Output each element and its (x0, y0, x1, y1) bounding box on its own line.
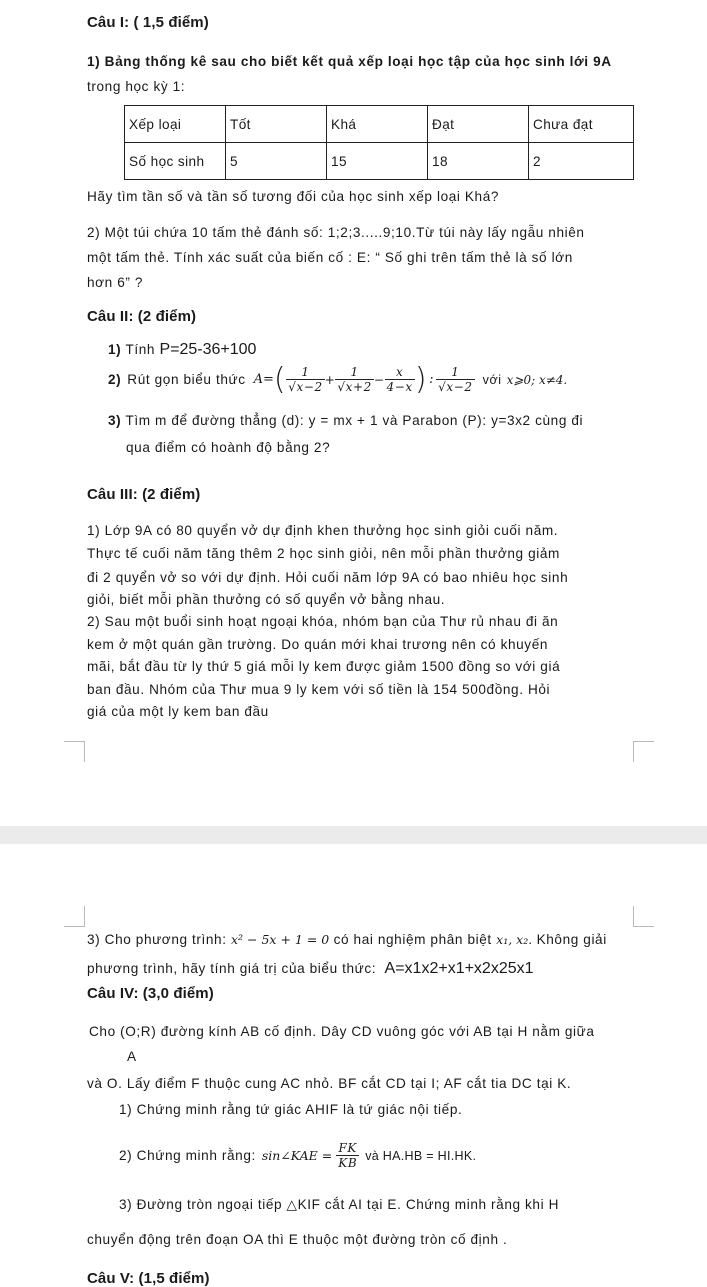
q1-p2-line1: 2) Một túi chứa 10 tấm thẻ đánh số: 1;2;3.....9;10.Từ túi này lấy ngẫu nhiên (87, 225, 585, 240)
q3-heading: Câu III: (2 điểm) (87, 486, 201, 503)
q1-heading: Câu I: ( 1,5 điểm) (87, 14, 209, 31)
q1-p1-line1: 1) Bảng thống kê sau cho biết kết quả xếp loại học tập của học sinh lới 9A (87, 54, 612, 69)
table-cell: 15 (327, 143, 428, 180)
q3-p2-l1: 2) Sau một buổi sinh hoạt ngoại khóa, nhóm bạn của Thư rủ nhau đi ăn (87, 614, 559, 629)
page-corner-mark (633, 741, 654, 762)
page-corner-mark (64, 906, 85, 927)
table-header-row (125, 106, 634, 143)
q3-p2-l3: mãi, bắt đầu từ ly thứ 5 giá mỗi ly kem được giảm 1500 đồng so với giá (87, 659, 561, 674)
table-cell: Đạt (428, 106, 529, 143)
page-corner-mark (64, 741, 85, 762)
fraction: $\frac{x}{4-x}$ (386, 365, 413, 394)
table-cell: Khá (327, 106, 428, 143)
q3-p3-l1: 3) Cho phương trình: x² − 5x + 1 = 0 có hai nghiệm phân biệt x₁, x₂. Không giải (87, 932, 607, 947)
fraction: $\frac{1}{√x+2}$ (337, 365, 372, 394)
q4-item1: 1) Chứng minh rằng tứ giác AHIF là tứ giác nội tiếp. (119, 1102, 463, 1117)
q3-p1-l4: giỏi, biết mỗi phần thưởng có số quyển vở bằng nhau. (87, 592, 446, 607)
q4-heading: Câu IV: (3,0 điểm) (87, 985, 214, 1002)
q2-item3-line1: 3) Tìm m để đường thẳng (d): y = mx + 1 và Parabon (P): y=3x2 cùng đi (108, 413, 584, 428)
q4-item3-l2: chuyển động trên đoạn OA thì E thuộc một đường tròn cố định . (87, 1232, 508, 1247)
table-cell: Chưa đạt (529, 106, 634, 143)
table-cell: 5 (226, 143, 327, 180)
q4-item3-l1: 3) Đường tròn ngoại tiếp △KIF cắt AI tại E. Chứng minh rằng khi H (119, 1197, 560, 1212)
fraction: $\frac{1}{√x-2}$ (438, 365, 473, 394)
fraction: $\frac{FK}{KB}$ (338, 1141, 358, 1170)
table-cell: Số học sinh (125, 143, 226, 180)
table-cell: 18 (428, 143, 529, 180)
q1-p1-line2: trong học kỳ 1: (87, 79, 186, 94)
page-break-gap (0, 826, 707, 844)
results-table (124, 105, 634, 180)
q4-l1: Cho (O;R) đường kính AB cố định. Dây CD vuông góc với AB tại H nằm giữa (89, 1024, 595, 1039)
q1-question: Hãy tìm tần số và tần số tương đối của học sinh xếp loại Khá? (87, 189, 500, 204)
fraction: $\frac{1}{√x-2}$ (288, 365, 323, 394)
q2-item3-line2: qua điểm có hoành độ bằng 2? (126, 440, 331, 455)
q2-item2: 2) Rút gọn biểu thức A= ( $\frac{1}{√x-2}$ + $\frac{1}{√x+2}$ − $\frac{x}{4-x}$ ) : $\frac{1}{√x-2}$ với x⩾0; x≠4. (108, 362, 568, 397)
q1-p2-line3: hơn 6” ? (87, 275, 144, 290)
q4-l3: và O. Lấy điểm F thuộc cung AC nhỏ. BF cắt CD tại I; AF cắt tia DC tại K. (87, 1076, 572, 1091)
table-cell: Xếp loại (125, 106, 226, 143)
q3-p1-l1: 1) Lớp 9A có 80 quyển vở dự định khen thưởng học sinh giỏi cuối năm. (87, 523, 559, 538)
q3-p2-l2: kem ở một quán gần trường. Do quán mới khai trương nên có khuyến (87, 637, 549, 652)
q2-item1: 1) Tính P=25-36+100 (108, 341, 257, 358)
q1-p2-line2: một tấm thẻ. Tính xác suất của biến cố : E: “ Số ghi trên tấm thẻ là số lớn (87, 250, 573, 265)
q3-p2-l5: giá của một ly kem ban đầu (87, 704, 269, 719)
q4-item2: 2) Chứng minh rằng: sin∠KAE = $\frac{FK}{KB}$ và HA.HB = HI.HK. (119, 1141, 477, 1170)
page-corner-mark (633, 906, 654, 927)
table-row (125, 143, 634, 180)
q3-p1-l3: đi 2 quyển vở so với dự định. Hỏi cuối năm lớp 9A có bao nhiêu học sinh (87, 570, 569, 585)
q4-l2: A (127, 1049, 137, 1064)
q5-heading-cut: Câu V: (1,5 điểm) (87, 1270, 210, 1287)
table-cell: Tốt (226, 106, 327, 143)
q2-heading: Câu II: (2 điểm) (87, 308, 197, 325)
q3-p2-l4: ban đầu. Nhóm của Thư mua 9 ly kem với số tiền là 154 500đồng. Hỏi (87, 682, 551, 697)
q3-p1-l2: Thực tế cuối năm tăng thêm 2 học sinh giỏi, nên mỗi phần thưởng giảm (87, 546, 560, 561)
table-cell: 2 (529, 143, 634, 180)
q3-p3-l2: phương trình, hãy tính giá trị của biểu thức: A=x1x2+x1+x2x25x1 (87, 960, 534, 977)
